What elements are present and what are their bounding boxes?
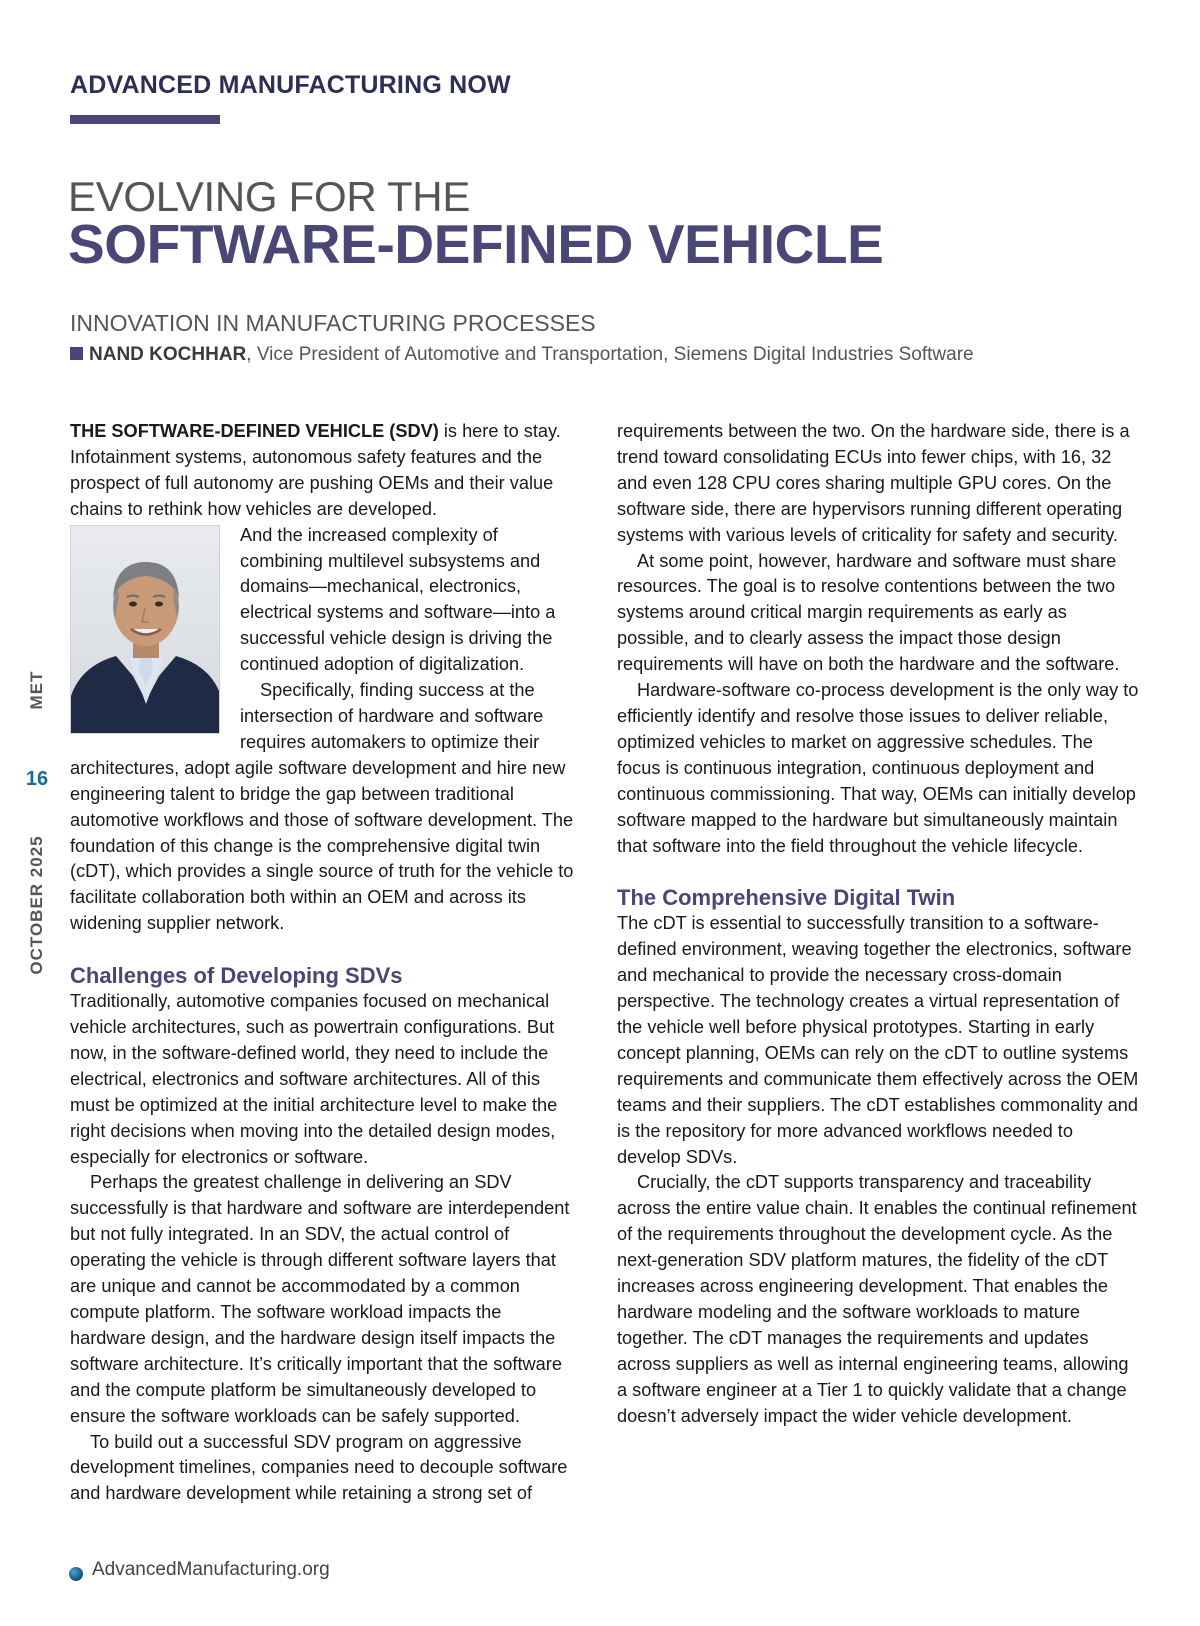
paragraph: The cDT is essential to successfully transition to a software-defined environment, weaving together the electronics, software and mechanical to provide the necessary cross-domain perspective. The technology creates a virtual representation of the vehicle well before physical prototypes. Starting in early concept planning, OEMs can rely on the cDT to outline systems requirements and communicate them effectively across the OEM teams and their suppliers. The cDT establishes commonality and is the repository for more advanced workflows needed to develop SDVs. xyxy=(617,913,1139,1167)
author-portrait-image xyxy=(71,526,220,734)
author-name: NAND KOCHHAR xyxy=(89,344,247,365)
article-title-line1: EVOLVING FOR THE xyxy=(68,173,471,220)
footer-website-link[interactable]: AdvancedManufacturing.org xyxy=(92,1559,330,1580)
paragraph-continued: To build out a successful SDV program on aggressive development timelines, companies need to decouple software and hardware development while retaining a strong set of xyxy=(70,1431,568,1504)
sidebar-magazine-name: MET xyxy=(27,670,46,710)
sidebar-issue-date: OCTOBER 2025 xyxy=(27,835,46,975)
page-number: 16 xyxy=(25,768,49,790)
paragraph: Specifically, finding success at the intersection of hardware and software requires automakers to optimize their architectures, adopt agile software development and hire new engineering talent to bridge the gap between traditional automotive workflows and those of software development. The foundation of this change is the comprehensive digital twin (cDT), which provides a single source of truth for the vehicle to facilitate collaboration both within an OEM and across its widening supplier network. xyxy=(70,680,574,934)
byline xyxy=(70,344,974,366)
lead-bold: THE SOFTWARE-DEFINED VEHICLE (SDV) xyxy=(70,421,439,441)
lead-text-b: And the increased complexity of combining multilevel subsystems and domains—mechanical, electronics, electrical systems and software—into a successful vehicle design is driving the continued adoption of digitalization. xyxy=(240,524,556,675)
article-title-line2: SOFTWARE-DEFINED VEHICLE xyxy=(68,213,884,275)
paragraph-continuation: requirements between the two. On the hardware side, there is a trend toward consolidating ECUs into fewer chips, with 16, 32 and even 128 CPU cores sharing multiple GPU cores. On the software side, there are hypervisors running different operating systems with various levels of criticality for safety and security. xyxy=(617,421,1130,545)
section-rule xyxy=(70,115,220,124)
paragraph: At some point, however, hardware and software must share resources. The goal is to resolve contentions between the two systems around critical margin requirements as early as possible, and to clearly assess the impact those design requirements will have on both the hardware and the software. xyxy=(617,550,1120,675)
article-column-left xyxy=(70,419,580,1507)
section-heading-challenges: Challenges of Developing SDVs xyxy=(70,963,403,989)
paragraph: Perhaps the greatest challenge in delivering an SDV successfully is that hardware and software are interdependent but not fully integrated. In an SDV, the actual control of operating the vehicle is through different software layers that are unique and cannot be accommodated by a common compute platform. The software workload impacts the hardware design, and the hardware design itself impacts the software architecture. It’s critically important that the software and the compute platform be simultaneously developed to ensure the software workloads can be safely supported. xyxy=(70,1172,570,1426)
paragraph: Crucially, the cDT supports transparency and traceability across the entire value chain. It enables the continual refinement of the requirements throughout the development cycle. As the next-generation SDV platform matures, the fidelity of the cDT increases across engineering development. That enables the hardware modeling and the software workloads to mature together. The cDT manages the requirements and updates across suppliers as well as internal engineering teams, allowing a software engineer at a Tier 1 to quickly validate that a change doesn’t adversely impact the wider vehicle development. xyxy=(617,1172,1137,1426)
paragraph: Hardware-software co-process development is the only way to efficiently identify and resolve those issues to deliver reliable, optimized vehicles to market on aggressive schedules. The focus is continuous integration, continuous deployment and continuous commissioning. That way, OEMs can initially develop software mapped to the hardware but simultaneously maintain that software into the field throughout the vehicle lifecycle. xyxy=(617,680,1139,856)
section-heading-digital-twin: The Comprehensive Digital Twin xyxy=(617,885,956,911)
lead-paragraph xyxy=(70,419,580,678)
square-bullet-icon xyxy=(70,347,83,360)
article-column-right xyxy=(617,419,1140,1430)
paragraph: Traditionally, automotive companies focused on mechanical vehicle architectures, such as powertrain configurations. But now, in the software-defined world, they need to include the electrical, electronics and software architectures. All of this must be optimized at the initial architecture level to make the right decisions when moving into the detailed design modes, especially for electronics or software. xyxy=(70,991,558,1167)
author-title: , Vice President of Automotive and Transportation, Siemens Digital Industries Software xyxy=(246,344,974,365)
globe-icon xyxy=(69,1567,83,1581)
lead-text-a: is here to stay. Infotainment systems, autonomous safety features and the prospect of full autonomy are pushing OEMs and their value chains to rethink how vehicles are developed. xyxy=(70,421,561,519)
section-label: ADVANCED MANUFACTURING NOW xyxy=(70,71,511,99)
author-photo xyxy=(70,525,220,734)
article-subtitle: INNOVATION IN MANUFACTURING PROCESSES xyxy=(70,310,596,336)
